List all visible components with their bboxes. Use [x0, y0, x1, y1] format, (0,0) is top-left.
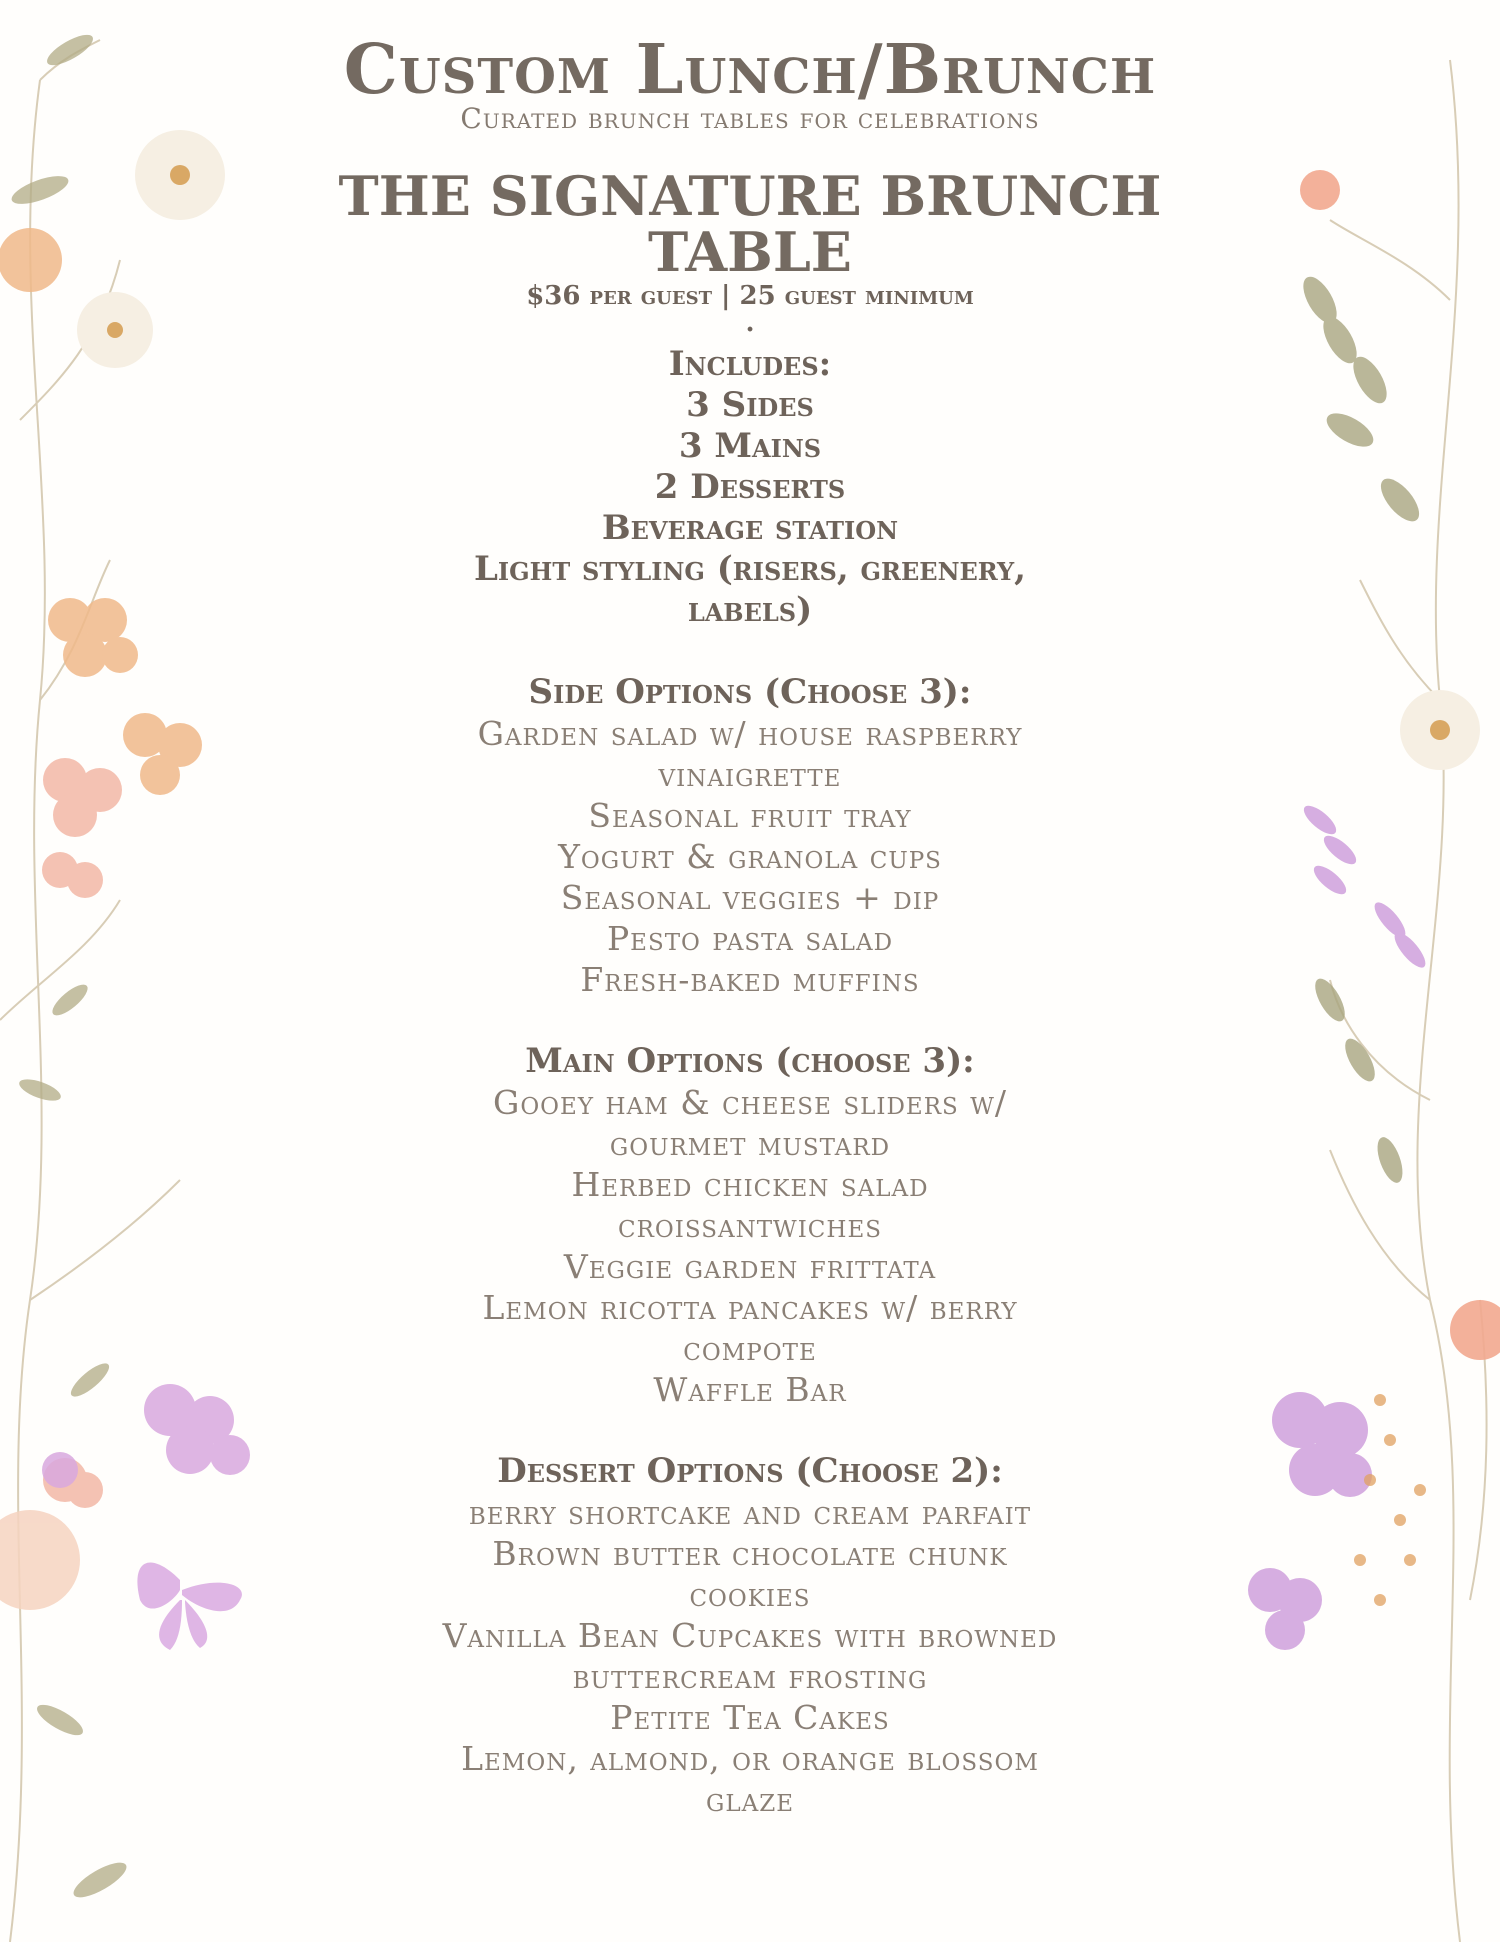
dessert-option: buttercream frosting	[572, 1657, 928, 1696]
includes-item: Beverage station	[601, 508, 899, 548]
sides-section	[330, 672, 1170, 1000]
rose-bud-icon	[1300, 170, 1500, 1360]
includes-item: 3 Sides	[686, 385, 814, 425]
sides-heading: Side Options (Choose 3):	[528, 672, 972, 712]
side-option: Seasonal veggies + dip	[560, 878, 940, 917]
dessert-option: Lemon, almond, or orange blossom	[461, 1739, 1039, 1778]
dessert-option: Brown butter chocolate chunk	[492, 1534, 1008, 1573]
page-subtitle: Curated brunch tables for celebrations	[460, 102, 1040, 135]
daisy-icon	[1400, 690, 1480, 770]
includes-item: 2 Desserts	[654, 467, 846, 507]
package-title-line2: TABLE	[648, 220, 852, 284]
desserts-section	[330, 1451, 1170, 1820]
left-floral-border	[0, 0, 270, 1942]
dessert-option: cookies	[689, 1575, 811, 1614]
main-option: Veggie garden frittata	[563, 1247, 937, 1286]
includes-item: labels)	[687, 590, 813, 630]
lilac-flower-icon	[42, 1384, 250, 1488]
side-option: Seasonal fruit tray	[588, 796, 912, 835]
package-price: $36 per guest | 25 guest minimum	[526, 281, 974, 311]
daisy-icon	[77, 130, 225, 368]
side-option: Fresh-baked muffins	[580, 960, 920, 999]
separator-dot: .	[745, 308, 755, 338]
mains-heading: Main Options (choose 3):	[525, 1041, 975, 1081]
includes-section	[330, 344, 1170, 631]
dessert-option: Petite Tea Cakes	[610, 1698, 890, 1737]
includes-item: Light styling (risers, greenery,	[474, 549, 1026, 589]
side-option: Yogurt & granola cups	[558, 837, 942, 876]
desserts-heading: Dessert Options (Choose 2):	[497, 1451, 1003, 1491]
main-option: Gooey ham & cheese sliders w/	[492, 1083, 1008, 1122]
main-option: croissantwiches	[618, 1206, 882, 1245]
right-floral-border	[1230, 0, 1500, 1942]
side-option: vinaigrette	[658, 755, 842, 794]
side-option: Garden salad w/ house raspberry	[477, 714, 1023, 753]
dessert-option: Vanilla Bean Cupcakes with browned	[442, 1616, 1058, 1655]
butterfly-icon	[137, 1563, 242, 1650]
includes-item: 3 Mains	[678, 426, 822, 466]
mains-section	[330, 1041, 1170, 1410]
dessert-option: berry shortcake and cream parfait	[468, 1493, 1032, 1532]
side-option: Pesto pasta salad	[606, 919, 894, 958]
main-option: gourmet mustard	[609, 1124, 891, 1163]
includes-heading: Includes:	[668, 344, 832, 384]
menu-content	[330, 30, 1170, 1820]
main-option: Lemon ricotta pancakes w/ berry	[482, 1288, 1018, 1327]
main-option: Waffle Bar	[653, 1370, 847, 1409]
main-option: Herbed chicken salad	[571, 1165, 929, 1204]
page-title: Custom Lunch/Brunch	[343, 30, 1157, 110]
main-option: compote	[683, 1329, 817, 1368]
dessert-option: glaze	[705, 1780, 795, 1819]
package-title-line1: THE SIGNATURE BRUNCH	[338, 164, 1162, 228]
